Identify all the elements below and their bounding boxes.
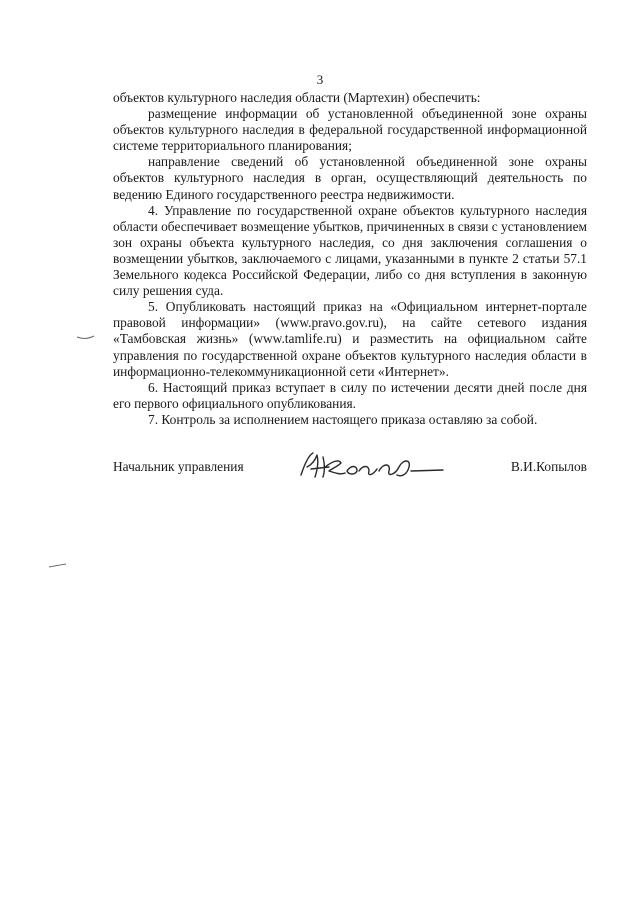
paragraph-item-5: 5. Опубликовать настоящий приказ на «Официальном интернет-портале правовой информации» (www.pravo.gov.ru), на сайте сетевого издания «Тамбовская жизнь» (www.tamlife.ru) и разместить на официальном сайте управления по государственной охране объектов культурного наследия области в информационно-телекоммуникационной сети «Интернет».: [113, 299, 587, 379]
paragraph-item-6: 6. Настоящий приказ вступает в силу по истечении десяти дней после дня его первого официального опубликования.: [113, 379, 587, 411]
paragraph-item-4: 4. Управление по государственной охране объектов культурного наследия области обеспечивает возмещение убытков, причиненных в связи с установлением зон охраны объекта культурного наследия, со дня заключения соглашения о возмещении убытков, заключаемого с лицами, указанными в пункте 2 статьи 57.1 Земельного кодекса Российской Федерации, либо со дня вступления в законную силу решения суда.: [113, 202, 588, 299]
paragraph-continuation: объектов культурного наследия области (Мартехин) обеспечить:: [113, 90, 481, 105]
paragraph-registry-info: направление сведений об установленной объединенной зоне охраны объектов культурного наследия в орган, осуществляющий деятельность по ведению Единого государственного реестра недвижимости.: [113, 154, 587, 202]
signer-name: В.И.Копылов: [510, 459, 587, 474]
margin-mark: [48, 562, 68, 570]
margin-mark: [76, 334, 96, 342]
handwritten-signature: [293, 449, 473, 485]
signer-title: Начальник управления: [113, 459, 244, 474]
paragraph-item-7: 7. Контроль за исполнением настоящего приказа оставляю за собой.: [148, 411, 538, 427]
paragraph-publication-info: размещение информации об установленной объединенной зоне охраны объектов культурного наследия в федеральной государственной информационной системе территориального планирования;: [113, 106, 587, 154]
signature-block: [113, 455, 587, 495]
document-body: [113, 90, 587, 428]
page-number: 3: [316, 72, 324, 87]
